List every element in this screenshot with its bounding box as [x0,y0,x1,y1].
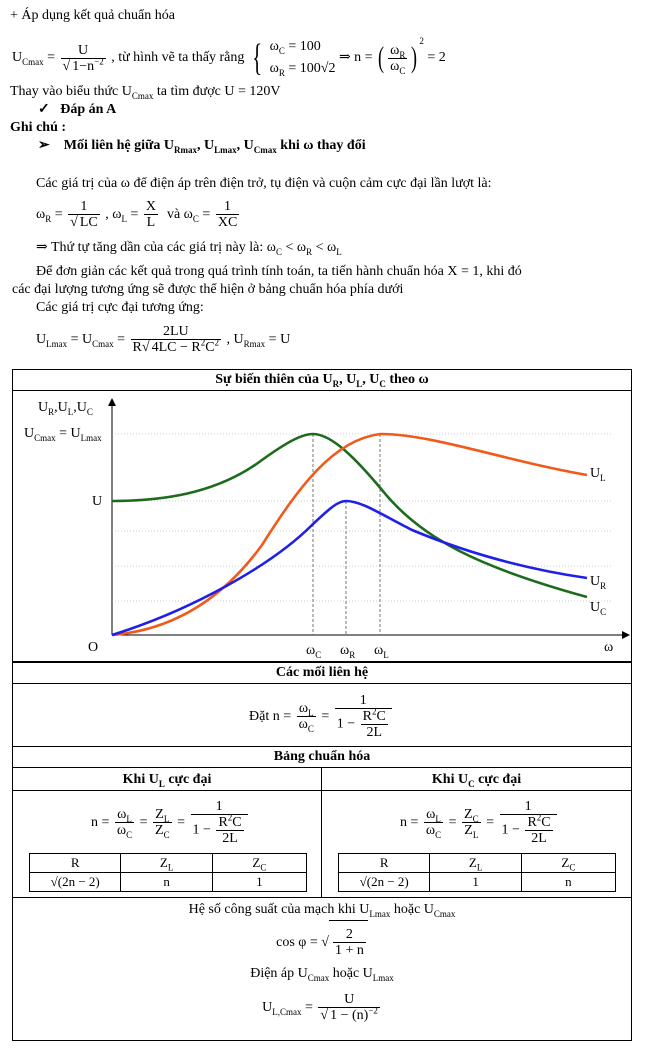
curve-ul [112,434,587,635]
header-zc: $Z_C$ [521,854,615,873]
voltage-heading: Điện áp $U_{Cmax}$ hoặc $U_{Lmax}$ [250,966,394,983]
cell-r: √(2n − 2) [339,873,430,892]
graph-u-label: U [92,494,103,509]
header-r: R [339,854,430,873]
graph-uc-label: $U_C$ [590,600,607,617]
left-title-box [12,767,322,791]
relations-title: Các mối liên hệ [275,665,369,680]
table-header-row [339,854,616,873]
cos-formula: cos φ = √ $\frac{2}{1 + n}$ [13,920,631,964]
relations-box [12,683,632,747]
paragraph-omegas: Các giá trị của ω để điện áp trên điện trở, tụ điện và cuộn cảm cực đại lần lượt là: [36,176,492,191]
variation-graph [12,390,632,662]
table-header-row [30,854,307,873]
paragraph-normalize-1: Để đơn giản các kết quả trong quá trình tính toán, ta tiến hành chuẩn hóa X = 1, khi đó [36,264,522,279]
right-table [338,853,616,892]
left-panel [12,790,322,898]
header-r: R [30,854,121,873]
umax-formula: $U_{Lmax} = U_{Cmax}$ = $\frac{2LU}{R√ 4LC - R^2C^2}$ , $U_{Rmax} = U$ [36,324,291,356]
table-row [339,873,616,892]
graph-origin: O [88,640,99,655]
omega-formulas: $\omega_R$ = $\frac{1}{√ LC}$ , $\omega_L$ = $\frac{X}{L}$ và $\omega_C$ = $\frac{1}{XC}$ [36,199,238,231]
grid [112,434,612,601]
paragraph-normalize-2: các đại lượng tương ứng sẽ được thể hiện ở bảng chuẩn hóa phía dưới [12,282,404,297]
voltage-formula: $U_{L,Cmax}$ = $\frac{U}{√ 1 - (n)^{-2}}$ [262,992,378,1024]
header-zl: $Z_L$ [430,854,521,873]
power-factor-heading: Hệ số công suất của mạch khi $U_{Lmax}$ hoặc $U_{Cmax}$ [188,902,456,919]
table-row [30,873,307,892]
check-icon: ✓ [38,102,50,117]
relation-heading: ➢ Mối liên hệ giữa $U_{Rmax}$, $U_{Lmax}$, $U_{Cmax}$ khi ω thay đổi [38,138,366,155]
relations-title-box [12,662,632,684]
answer-line: ✓ Đáp án A [38,102,117,117]
n-definition: Đặt n = $\frac{\omega_L}{\omega_C}$ = 1 1 − $\frac{R^2C}{2L}$ [249,690,394,744]
arrow-icon: ➢ [38,138,50,153]
right-panel [321,790,632,898]
graph-ul-label: $U_L$ [590,466,606,483]
graph-ucmax-label: $U_{Cmax} = U_{Lmax}$ [24,426,102,443]
graph-title-box [12,369,632,391]
right-title: Khi $U_C$ cực đại [431,772,522,789]
cell-r: √(2n − 2) [30,873,121,892]
graph-wc-label: $\omega_C$ [306,643,322,660]
header-zl: $Z_L$ [121,854,212,873]
cell-zc: n [521,873,615,892]
header-zc: $Z_C$ [212,854,306,873]
right-title-box [321,767,632,791]
graph-x-label: ω [604,640,614,655]
cell-zl: 1 [430,873,521,892]
graph-title: Sự biến thiên của $U_R$, $U_L$, $U_C$ theo ω [215,372,429,389]
power-box [12,897,632,1041]
graph-y-label: $U_R,U_L,U_C$ [38,400,93,417]
normalization-title-box [12,746,632,768]
normalization-title: Bảng chuẩn hóa [273,749,371,764]
left-n-formula: n = $\frac{\omega_L}{\omega_C}$ = $\frac{Z_L}{Z_C}$ = 1 1 − $\frac{R^2C}{2L}$ [91,795,250,851]
order-line: ⇒ Thứ tự tăng dần của các giá trị này là: $\omega_C < \omega_R < \omega_L$ [36,240,342,257]
intro-line: + Áp dụng kết quả chuẩn hóa [10,8,175,23]
graph-ur-label: $U_R$ [590,574,607,591]
cell-zl: n [121,873,212,892]
cell-zc: 1 [212,873,306,892]
ucmax-formula: $U_{Cmax}$ = $\frac{U}{√ 1-n^{-2}}$ , từ hình vẽ ta thấy rằng { $\omega_C = 100$ $\omega_R = 100√2$ ⇒ n = ( $\frac{\omega_R}{\omega_C}$ )$^2$ = 2 [12,35,446,79]
right-n-formula: n = $\frac{\omega_L}{\omega_C}$ = $\frac{Z_C}{Z_L}$ = 1 1 − $\frac{R^2C}{2L}$ [400,795,559,851]
graph-wl-label: $\omega_L$ [374,643,389,660]
substitute-line: Thay vào biểu thức $U_{Cmax}$ ta tìm được U = 120V [10,84,281,101]
paragraph-max-values: Các giá trị cực đại tương ứng: [36,300,204,315]
left-table [29,853,307,892]
graph-wr-label: $\omega_R$ [340,643,356,660]
note-label: Ghi chú : [10,120,67,135]
left-title: Khi $U_L$ cực đại [122,772,212,789]
